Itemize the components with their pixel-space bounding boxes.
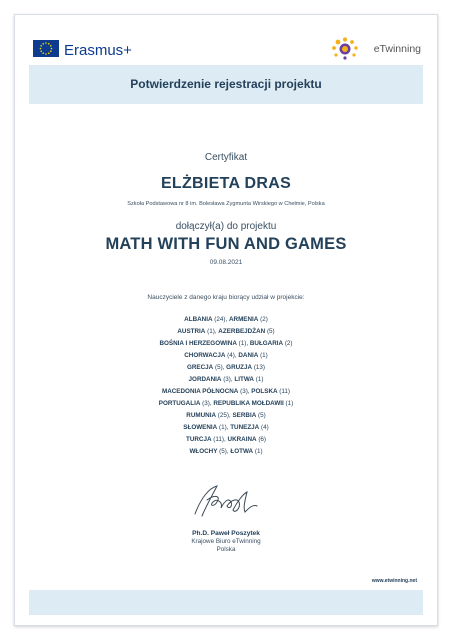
country-count: (25) [217,412,229,419]
country-name: GRUZJA [226,364,253,371]
country-name: WŁOCHY [189,448,218,455]
country-count: (1) [285,400,294,407]
country-line: MACEDONIA PÓŁNOCNA (3), POLSKA (11) [161,388,291,395]
project-date: 09.08.2021 [209,259,243,266]
country-list [29,314,423,458]
country-name: SŁOWENIA [183,424,218,431]
certificate-heading: Certyfikat [204,152,248,163]
country-count: (3) [202,400,210,407]
etwinning-logo-text: eTwinning [373,43,421,55]
school-name: Szkoła Podstawowa nr 8 im. Bolesława Zygmunta Wirskiego w Chełmie, Polska [127,201,325,207]
country-name: ARMENIA [228,316,259,323]
country-name: CHORWACJA [184,352,226,359]
signer-role: Krajowe Biuro eTwinning [191,538,261,545]
country-name: ŁOTWA [230,448,254,455]
country-name: BOŚNIA I HERZEGOWINA [159,340,237,347]
header [31,29,421,65]
title-banner [29,65,423,104]
country-count: (5) [258,412,266,419]
country-count: (5) [214,364,223,371]
country-count: (2) [260,316,268,323]
country-count: (6) [258,436,267,443]
country-name: POLSKA [251,388,278,395]
country-count: (1) [255,376,264,383]
country-name: BUŁGARIA [249,340,284,347]
eu-flag-icon [33,40,59,57]
country-name: PORTUGALIA [158,400,201,407]
country-line: CHORWACJA (4), DANIA (1) [184,352,268,359]
country-line: WŁOCHY (5), ŁOTWA (1) [189,448,263,455]
country-line: AUSTRIA (1), AZERBEJDŻAN (5) [177,328,275,335]
etwinning-sun-icon [329,36,363,62]
country-name: DANIA [238,352,259,359]
country-count: (1) [207,328,215,335]
certificate-page [14,14,438,626]
country-name: AUSTRIA [177,328,206,335]
country-line: GRECJA (5), GRUZJA (13) [186,364,266,371]
teachers-label: Nauczyciele z danego kraju biorący udział w projekcie: [147,294,305,301]
country-name: TUNEZJA [230,424,260,431]
signer-name: Ph.D. Paweł Poszytek [192,530,260,537]
erasmus-logo-text: Erasmus+ [64,42,132,59]
country-name: LITWA [234,376,254,383]
joined-text: dołączył(a) do projektu [175,221,277,232]
footer-band [29,590,423,615]
country-count: (3) [223,376,231,383]
country-count: (11) [213,436,225,443]
country-count: (13) [253,364,266,371]
country-line: SŁOWENIA (1), TUNEZJA (4) [183,424,269,431]
country-name: SERBIA [232,412,257,419]
country-count: (1) [238,340,247,347]
country-name: JORDANIA [188,376,222,383]
country-count: (5) [219,448,227,455]
country-line: PORTUGALIA (3), REPUBLIKA MOŁDAWII (1) [158,400,294,407]
recipient-name: ELŻBIETA DRAS [160,175,292,192]
country-count: (11) [279,388,291,395]
country-name: AZERBEJDŻAN [218,328,266,335]
country-count: (5) [266,328,275,335]
country-name: REPUBLIKA MOŁDAWII [213,400,284,407]
country-count: (1) [260,352,268,359]
country-name: MACEDONIA PÓŁNOCNA [161,388,239,395]
country-count: (4) [227,352,235,359]
country-name: ALBANIA [184,316,213,323]
country-count: (3) [240,388,248,395]
country-line: JORDANIA (3), LITWA (1) [188,376,264,383]
country-line: RUMUNIA (25), SERBIA (5) [186,412,266,419]
country-line: BOŚNIA I HERZEGOWINA (1), BUŁGARIA (2) [159,340,293,347]
etwinning-logo [329,36,421,62]
country-line: ALBANIA (24), ARMENIA (2) [184,316,268,323]
country-name: GRECJA [186,364,214,371]
country-name: RUMUNIA [186,412,217,419]
country-count: (1) [218,424,227,431]
country-count: (2) [284,340,293,347]
project-title: MATH WITH FUN AND GAMES [105,235,347,253]
country-line: TURCJA (11), UKRAINA (6) [185,436,267,443]
country-count: (4) [260,424,269,431]
signature-icon [187,480,267,525]
country-count: (1) [254,448,263,455]
country-name: TURCJA [185,436,212,443]
page-title: Potwierdzenie rejestracji projektu [130,77,322,91]
footer-url[interactable]: www.etwinning.net [371,578,417,584]
country-name: UKRAINA [227,436,257,443]
country-count: (24) [214,316,226,323]
signer-country: Polska [216,546,236,553]
